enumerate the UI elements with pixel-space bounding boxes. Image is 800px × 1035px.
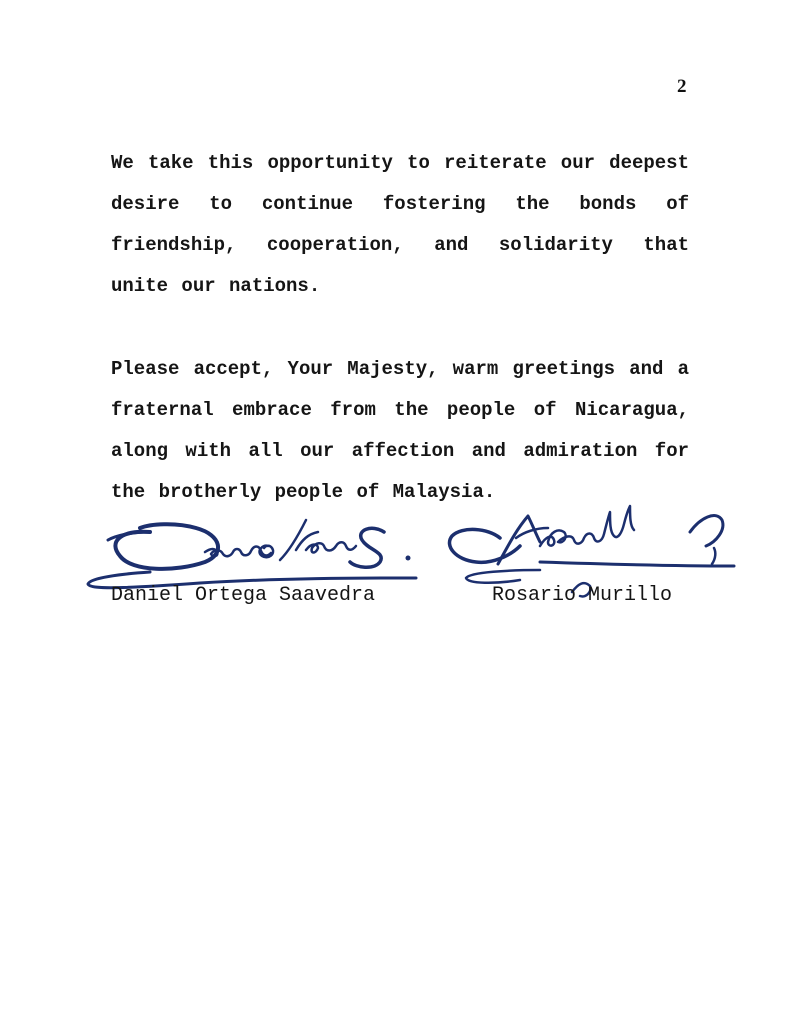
signature-daniel-ortega — [88, 520, 416, 588]
page-number: 2 — [677, 76, 687, 97]
signature-rosario-murillo — [449, 506, 734, 596]
signer-name-daniel-ortega: Daniel Ortega Saavedra — [111, 584, 376, 607]
letter-paragraph: Please accept, Your Majesty, warm greetings and a fraternal embrace from the people of Nicaragua, along with all our affection and admiration for the brotherly people of Malaysia. — [111, 358, 689, 503]
letter-paragraph: We take this opportunity to reiterate our deepest desire to continue fostering the bonds of friendship, cooperation, and solidarity that unite our nations. — [111, 152, 689, 297]
signer-name-rosario-murillo: Rosario Murillo — [492, 584, 673, 607]
